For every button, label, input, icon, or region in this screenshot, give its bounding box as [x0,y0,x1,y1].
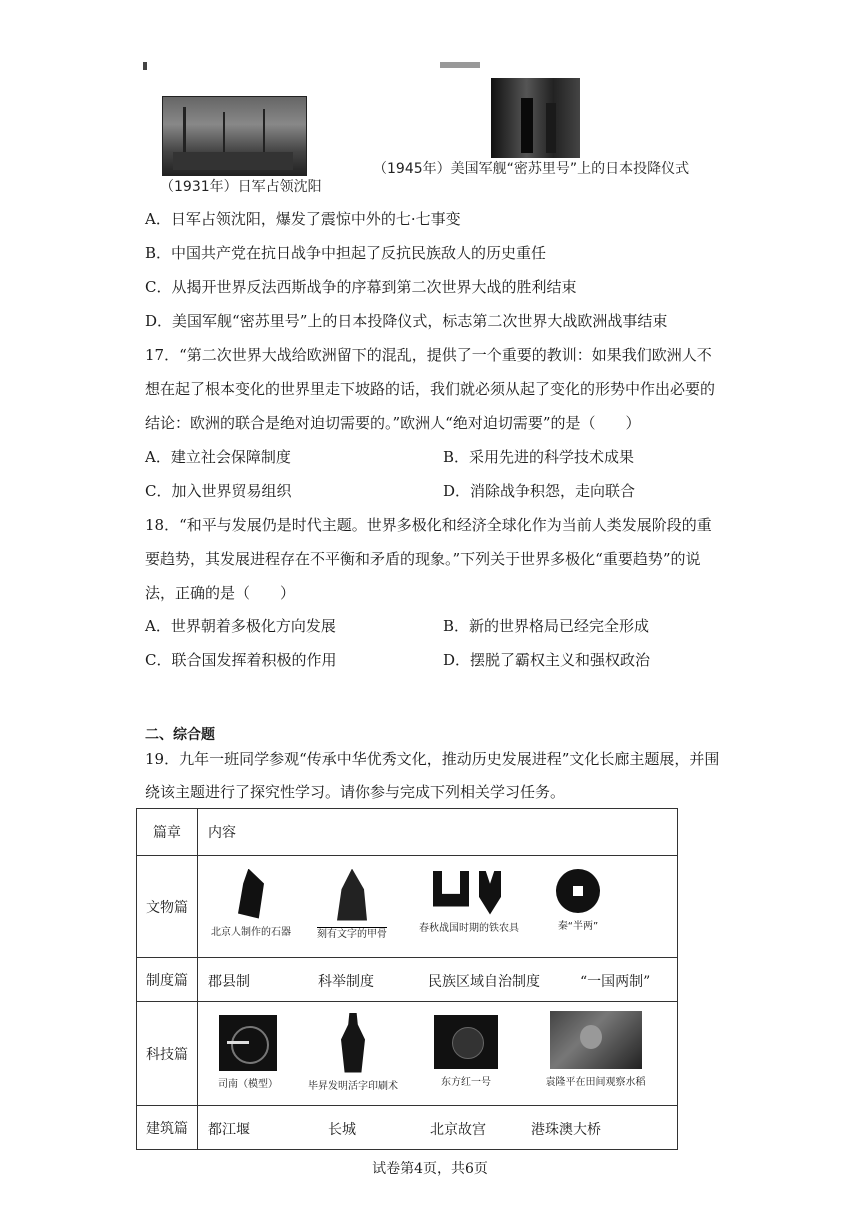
system-regional-autonomy: 民族区域自治制度 [428,973,540,990]
row-label-tech: 科技篇 [137,1002,198,1106]
q18-stem-line-1: 18．“和平与发展仍是时代主题。世界多极化和经济全球化作为当前人类发展阶段的重 [145,516,712,534]
relic-banliang-coin-label: 秦“半两” [557,920,599,932]
cutoff-text-mark [440,62,480,68]
q19-stem-line-1: 19．九年一班同学参观“传承中华优秀文化，推动历史发展进程”文化长廊主题展，并围 [145,750,720,768]
q17-stem-line-2: 想在起了根本变化的世界里走下坡路的话，我们就必须从起了变化的形势中作出必要的 [145,380,716,398]
q18-stem-line-3: 法，正确的是（ ） [145,584,296,602]
header-content: 内容 [198,809,678,856]
oracle-bone-image [337,869,367,921]
row-content-systems [198,958,678,1002]
dongfanghong-satellite-image [434,1015,498,1069]
arch-dujiangyan: 都江堰 [208,1121,250,1138]
yuanlongping-photo [550,1011,642,1069]
arch-great-wall: 长城 [328,1121,356,1138]
photo-missouri-surrender [491,78,580,158]
photo-shenyang-1931 [162,96,307,176]
bisheng-statue-image [341,1013,365,1073]
banliang-coin-image [556,869,600,913]
q17-option-b: B．采用先进的科学技术成果 [443,448,635,466]
tech-yuanlongping-label: 袁隆平在田间观察水稻 [545,1076,646,1088]
system-imperial-exam: 科举制度 [318,973,374,990]
tech-bisheng [298,1013,408,1092]
tech-bisheng-label: 毕昇发明活字印刷术 [308,1080,398,1092]
row-label-systems: 制度篇 [137,958,198,1002]
row-content-architecture [198,1106,678,1150]
tech-dongfanghong-label: 东方红一号 [441,1076,491,1088]
arch-hzmb-bridge: 港珠澳大桥 [531,1121,601,1138]
q17-option-d: D．消除战争积怨，走向联合 [443,482,636,500]
header-chapter: 篇章 [137,809,198,856]
section-title: 二、综合题 [145,727,215,743]
system-prefecture: 郡县制 [208,973,250,990]
tech-yuanlongping [543,1011,648,1088]
table-row-tech [137,1002,678,1106]
q16-option-a: A．日军占领沈阳，爆发了震惊中外的七·七事变 [145,210,461,228]
q16-option-c: C．从揭开世界反法西斯战争的序幕到第二次世界大战的胜利结束 [145,278,577,296]
q18-option-a: A．世界朝着多极化方向发展 [145,617,336,635]
relic-stone-tool [208,869,294,938]
q17-option-c: C．加入世界贸易组织 [145,482,292,500]
q18-option-c: C．联合国发挥着积极的作用 [145,651,337,669]
q18-option-d: D．摆脱了霸权主义和强权政治 [443,651,651,669]
system-one-country-two: “一国两制” [580,973,651,990]
relic-iron-tools-label: 春秋战国时期的铁农具 [419,922,519,934]
page-footer: 试卷第4页，共6页 [372,1161,488,1177]
row-label-relics: 文物篇 [137,856,198,958]
caption-shenyang: （1931年）日军占领沈阳 [160,179,322,195]
relic-oracle-bone [312,869,392,940]
table-header-row [137,809,678,856]
q18-stem-line-2: 要趋势，其发展进程存在不平衡和矛盾的现象。”下列关于世界多极化“重要趋势”的说 [145,550,701,568]
exhibit-table [136,808,678,1150]
tech-dongfanghong [426,1015,506,1088]
row-content-tech [198,1002,678,1106]
q17-stem-line-3: 结论：欧洲的联合是绝对迫切需要的。”欧洲人“绝对迫切需要”的是（ ） [145,414,641,432]
stone-tool-image [238,869,264,919]
relic-iron-tools [413,871,525,934]
sinan-image [219,1015,277,1071]
arch-forbidden-city: 北京故宫 [430,1121,486,1138]
q19-stem-line-2: 绕该主题进行了探究性学习。请你参与完成下列相关学习任务。 [145,783,566,801]
cutoff-text-mark [143,62,147,70]
table-row-architecture [137,1106,678,1150]
relic-oracle-bone-label: 刻有文字的甲骨 [317,928,387,940]
tech-sinan-label: 司南（模型） [218,1078,278,1090]
relic-banliang-coin [543,869,613,932]
row-label-architecture: 建筑篇 [137,1106,198,1150]
iron-tools-image [433,871,505,915]
row-content-relics [198,856,678,958]
table-row-systems [137,958,678,1002]
table-row-relics [137,856,678,958]
q16-option-d: D．美国军舰“密苏里号”上的日本投降仪式，标志第二次世界大战欧洲战事结束 [145,312,668,330]
q17-stem-line-1: 17．“第二次世界大战给欧洲留下的混乱，提供了一个重要的教训：如果我们欧洲人不 [145,346,712,364]
caption-missouri: （1945年）美国军舰“密苏里号”上的日本投降仪式 [373,161,690,177]
q16-option-b: B．中国共产党在抗日战争中担起了反抗民族敌人的历史重任 [145,244,547,262]
tech-sinan [208,1015,288,1090]
q17-option-a: A．建立社会保障制度 [145,448,291,466]
q18-option-b: B．新的世界格局已经完全形成 [443,617,650,635]
relic-stone-tool-label: 北京人制作的石器 [211,926,291,938]
